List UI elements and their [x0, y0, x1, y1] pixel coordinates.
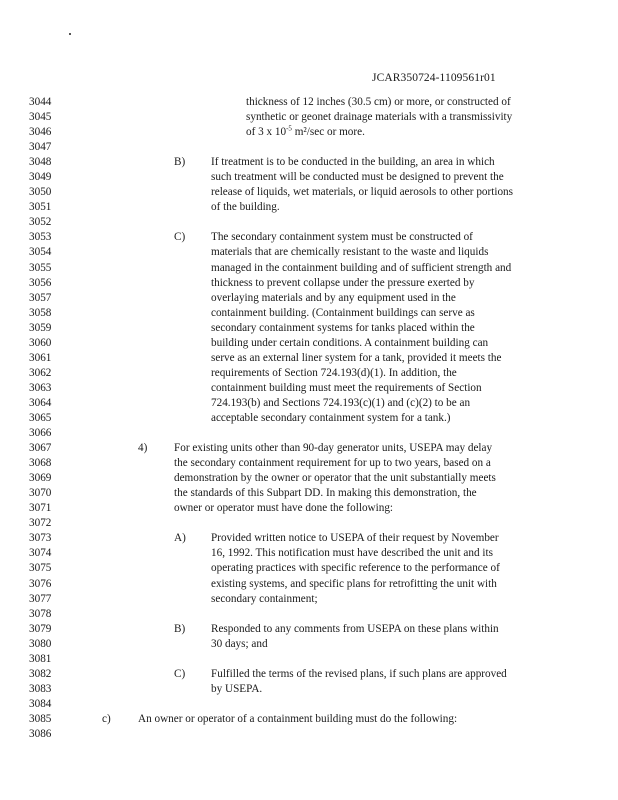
line-text: An owner or operator of a containment building must do the following:: [138, 712, 458, 725]
line-text: operating practices with specific reference to the performance of: [211, 562, 500, 575]
line-text: building under certain conditions. A containment building can: [211, 336, 489, 349]
line-number: 3064: [29, 396, 52, 409]
line-number: 3046: [29, 126, 52, 139]
line-text: synthetic or geonet drainage materials with a transmissivity: [246, 111, 513, 124]
document-line: [0, 727, 618, 742]
document-line: [0, 170, 618, 185]
line-number: 3050: [29, 186, 52, 199]
item-label: C): [174, 667, 186, 680]
document-line: [0, 185, 618, 200]
line-number: 3052: [29, 216, 52, 229]
document-line: [0, 637, 618, 652]
line-number: 3067: [29, 442, 52, 455]
line-text: thickness of 12 inches (30.5 cm) or more, or constructed of: [246, 96, 511, 108]
line-text: If treatment is to be conducted in the building, an area in which: [211, 156, 495, 169]
document-line: [0, 140, 618, 155]
document-line: [0, 230, 618, 245]
line-number: 3044: [29, 96, 52, 108]
line-text: For existing units other than 90-day generator units, USEPA may delay: [174, 442, 493, 455]
line-text: of 3 x $10^{-5}$ m²/sec or more.: [246, 124, 365, 139]
line-number: 3081: [29, 652, 52, 665]
document-line: [0, 426, 618, 441]
item-label: C): [174, 231, 186, 244]
document-line: [0, 712, 618, 727]
line-number: 3084: [29, 697, 52, 710]
line-number: 3047: [29, 141, 52, 154]
line-text: managed in the containment building and of sufficient strength and: [211, 261, 512, 274]
item-label: A): [174, 532, 186, 545]
document-line: [0, 155, 618, 170]
line-text: Responded to any comments from USEPA on these plans within: [211, 622, 499, 635]
document-line: [0, 95, 618, 110]
line-number: 3053: [29, 231, 52, 244]
document-line: [0, 125, 618, 140]
document-id-header: JCAR350724-1109561r01: [372, 72, 496, 84]
line-number: 3083: [29, 682, 52, 695]
line-text: such treatment will be conducted must be designed to prevent the: [211, 171, 504, 184]
line-number: 3062: [29, 366, 52, 379]
line-number: 3045: [29, 111, 52, 124]
document-line: [0, 351, 618, 366]
line-text: of the building.: [211, 201, 280, 214]
line-number: 3056: [29, 276, 52, 289]
document-line: [0, 306, 618, 321]
line-number: 3063: [29, 381, 52, 394]
scan-speck: [69, 33, 71, 35]
line-text: Fulfilled the terms of the revised plans, if such plans are approved: [211, 667, 507, 680]
line-number: 3061: [29, 351, 52, 364]
item-label: c): [102, 712, 111, 725]
line-number: 3078: [29, 607, 52, 620]
line-number: 3086: [29, 727, 52, 740]
document-line: [0, 291, 618, 306]
line-text: existing systems, and specific plans for retrofitting the unit with: [211, 577, 497, 590]
numbered-lines: [0, 95, 618, 742]
document-line: [0, 215, 618, 230]
line-text: acceptable secondary containment system for a tank.): [211, 411, 451, 424]
line-number: 3049: [29, 171, 52, 184]
document-line: [0, 531, 618, 546]
document-line: [0, 336, 618, 351]
document-line: [0, 441, 618, 456]
line-number: 3080: [29, 637, 52, 650]
document-line: [0, 667, 618, 682]
line-text: 16, 1992. This notification must have described the unit and its: [211, 547, 493, 560]
line-text: 724.193(b) and Sections 724.193(c)(1) and (c)(2) to be an: [211, 396, 471, 409]
line-text: requirements of Section 724.193(d)(1). In addition, the: [211, 366, 457, 379]
line-number: 3069: [29, 472, 52, 485]
line-text: thickness to prevent collapse under the pressure exerted by: [211, 276, 475, 289]
line-number: 3048: [29, 156, 52, 169]
line-number: 3077: [29, 592, 52, 605]
line-text: secondary containment;: [211, 592, 318, 605]
document-line: [0, 200, 618, 215]
document-line: [0, 366, 618, 381]
line-number: 3070: [29, 487, 52, 500]
line-number: 3055: [29, 261, 52, 274]
line-text: overlaying materials and by any equipment used in the: [211, 291, 456, 304]
document-line: [0, 577, 618, 592]
document-line: [0, 276, 618, 291]
line-text: the secondary containment requirement for up to two years, based on a: [174, 457, 491, 470]
line-number: 3071: [29, 502, 52, 515]
document-line: [0, 321, 618, 336]
line-text: containment building must meet the requirements of Section: [211, 381, 482, 394]
line-number: 3060: [29, 336, 52, 349]
line-number: 3051: [29, 201, 52, 214]
line-number: 3058: [29, 306, 52, 319]
document-line: [0, 622, 618, 637]
line-number: 3066: [29, 427, 52, 440]
document-line: [0, 501, 618, 516]
superscript: -5: [286, 124, 292, 133]
line-number: 3057: [29, 291, 52, 304]
line-number: 3082: [29, 667, 52, 680]
item-label: 4): [138, 442, 148, 455]
line-text: by USEPA.: [211, 682, 263, 695]
line-text: owner or operator must have done the following:: [174, 502, 394, 515]
document-line: [0, 652, 618, 667]
line-text: 30 days; and: [211, 637, 268, 650]
line-text: the standards of this Subpart DD. In making this demonstration, the: [174, 487, 477, 500]
line-text: containment building. (Containment buildings can serve as: [211, 306, 475, 319]
document-line: [0, 110, 618, 125]
document-line: [0, 697, 618, 712]
line-number: 3074: [29, 547, 52, 560]
item-label: B): [174, 622, 186, 635]
line-text: serve as an external liner system for a tank, provided it meets the: [211, 351, 502, 364]
line-number: 3072: [29, 517, 52, 530]
line-number: 3075: [29, 562, 52, 575]
line-text: secondary containment systems for tanks placed within the: [211, 321, 475, 334]
line-text: release of liquids, wet materials, or liquid aerosols to other portions: [211, 186, 513, 199]
document-line: [0, 516, 618, 531]
document-line: [0, 471, 618, 486]
document-line: [0, 682, 618, 697]
item-label: B): [174, 156, 186, 169]
line-number: 3054: [29, 246, 52, 259]
line-number: 3073: [29, 532, 52, 545]
line-text: demonstration by the owner or operator that the unit substantially meets: [174, 472, 496, 485]
document-line: [0, 261, 618, 276]
document-line: [0, 486, 618, 501]
document-line: [0, 592, 618, 607]
line-number: 3059: [29, 321, 52, 334]
line-text: Provided written notice to USEPA of their request by November: [211, 532, 499, 545]
line-number: 3065: [29, 411, 52, 424]
document-line: [0, 411, 618, 426]
line-number: 3076: [29, 577, 52, 590]
document-line: [0, 546, 618, 561]
line-number: 3068: [29, 457, 52, 470]
document-line: [0, 561, 618, 576]
document-line: [0, 456, 618, 471]
line-number: 3079: [29, 622, 52, 635]
line-text: materials that are chemically resistant to the waste and liquids: [211, 246, 489, 259]
line-number: 3085: [29, 712, 52, 725]
document-line: [0, 396, 618, 411]
document-line: [0, 381, 618, 396]
line-text: The secondary containment system must be constructed of: [211, 231, 473, 244]
document-line: [0, 607, 618, 622]
document-line: [0, 245, 618, 260]
